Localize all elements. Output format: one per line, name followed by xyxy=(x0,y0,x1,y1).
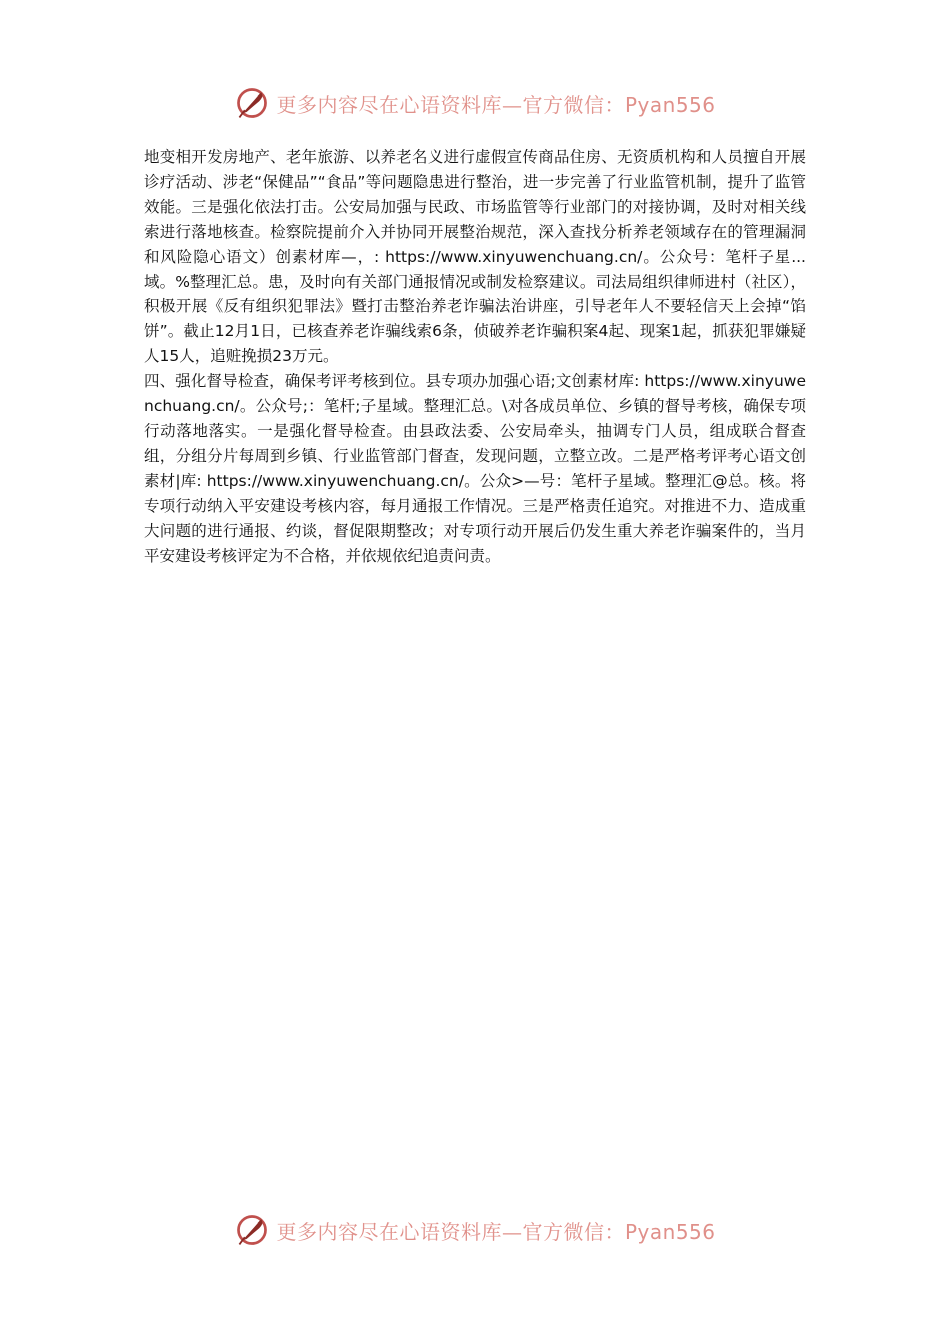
paragraph-1: 地变相开发房地产、老年旅游、以养老名义进行虚假宣传商品住房、无资质机构和人员擅自开展诊疗活动、涉老“保健品”“食品”等问题隐患进行整治，进一步完善了行业监管机制，提升了监管效能。三是强化依法打击。公安局加强与民政、市场监管等行业部门的对接协调，及时对相关线索进行落地核查。检察院提前介入并协同开展整治规范，深入查找分析养老领域存在的管理漏洞和风险隐心语文）创素材库—，: https://www.xinyuwenchuang.cn/。公众号：笔杆子星...域。%整理汇总。患，及时向有关部门通报情况或制发检察建议。司法局组织律师进村（社区），积极开展《反有组织犯罪法》暨打击整治养老诈骗法治讲座，引导老年人不要轻信天上会掉“馅饼”。截止12月1日，已核查养老诈骗线索6条，侦破养老诈骗积案4起、现案1起，抓获犯罪嫌疑人15人，追赃挽损23万元。 xyxy=(144,148,806,366)
feather-pen-logo-icon xyxy=(234,85,270,121)
footer-banner-text xyxy=(276,1216,715,1245)
header-banner-text xyxy=(276,89,715,118)
feather-pen-logo-icon xyxy=(234,1212,270,1248)
banner-wechat-id: Pyan556 xyxy=(624,92,716,117)
banner-separator: — xyxy=(501,92,523,117)
banner-wechat-id: Pyan556 xyxy=(624,1219,716,1244)
document-body xyxy=(144,145,806,568)
banner-separator: — xyxy=(501,1219,523,1244)
header-banner xyxy=(0,82,950,124)
banner-official-label: 官方微信： xyxy=(522,92,625,117)
banner-official-label: 官方微信： xyxy=(522,1219,625,1244)
footer-banner xyxy=(0,1209,950,1251)
paragraph-2: 四、强化督导检查，确保考评考核到位。县专项办加强心语;文创素材库: https://www.xinyuwenchuang.cn/。公众号;：笔杆;子星域。整理汇总。\对各成员单位、乡镇的督导考核，确保专项行动落地落实。一是强化督导检查。由县政法委、公安局牵头，抽调专门人员，组成联合督查组，分组分片每周到乡镇、行业监管部门督查，发现问题，立整立改。二是严格考评考心语文创素材|库: https://www.xinyuwenchuang.cn/。公众>—号：笔杆子星域。整理汇@总。核。将专项行动纳入平安建设考核内容，每月通报工作情况。三是严格责任追究。对推进不力、造成重大问题的进行通报、约谈，督促限期整改；对专项行动开展后仍发生重大养老诈骗案件的，当月平安建设考核评定为不合格，并依规依纪追责问责。 xyxy=(144,372,806,565)
banner-main-text: 更多内容尽在心语资料库 xyxy=(276,92,502,117)
banner-main-text: 更多内容尽在心语资料库 xyxy=(276,1219,502,1244)
